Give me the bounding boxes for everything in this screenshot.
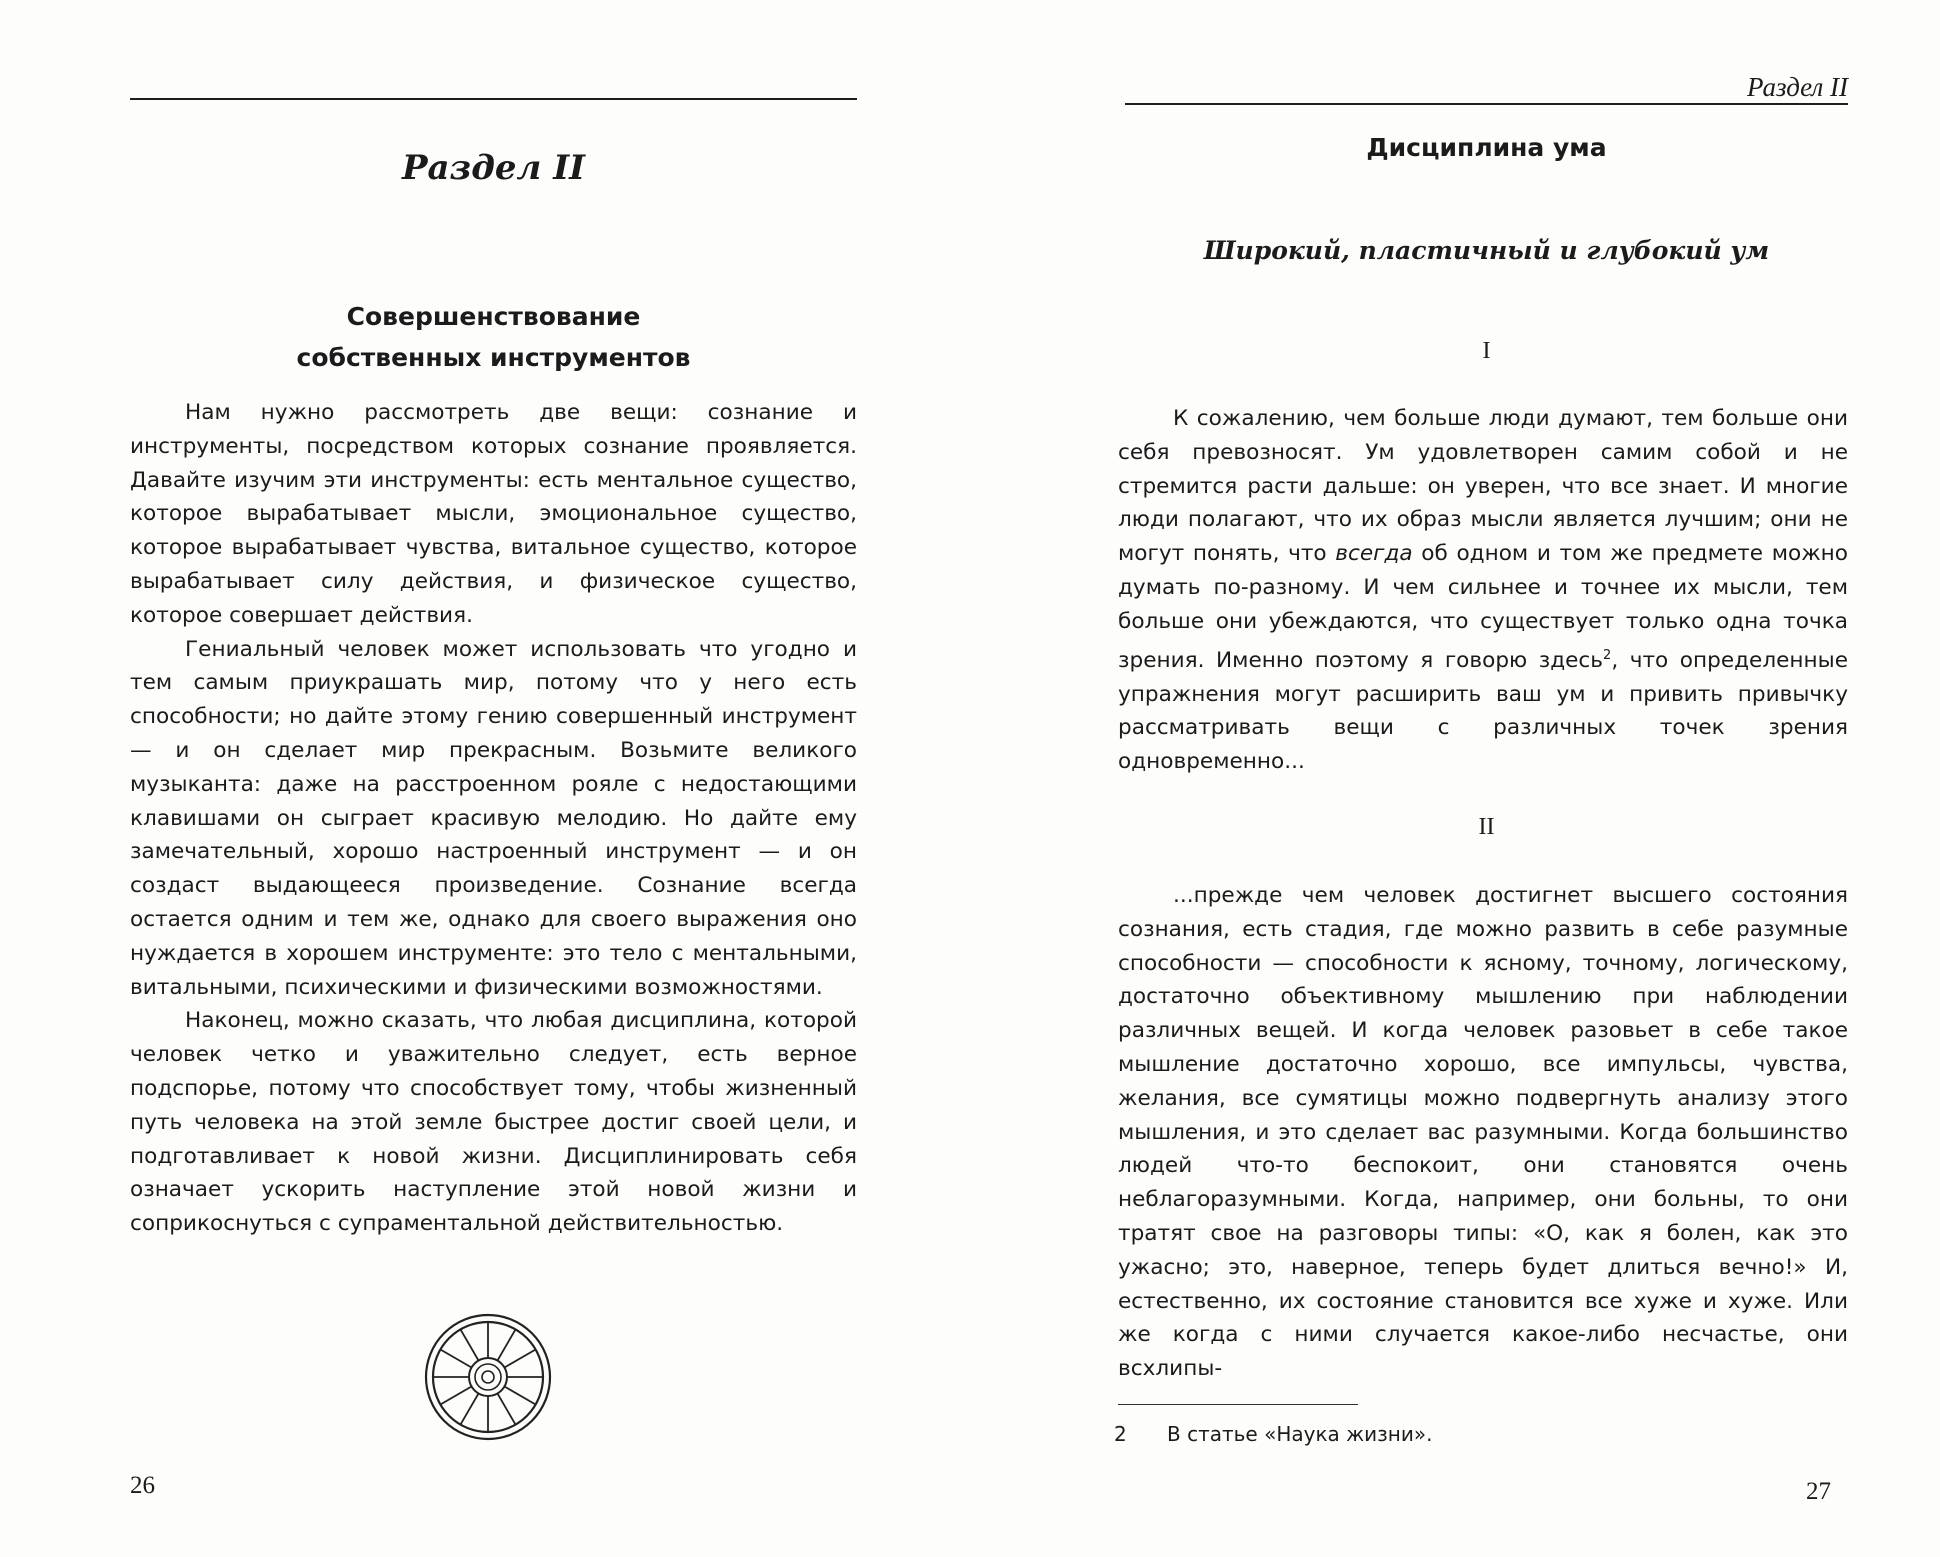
emphasis-text: всегда xyxy=(1335,541,1413,567)
footnote xyxy=(1114,1422,1432,1446)
running-head: Раздел II xyxy=(1747,72,1848,102)
section-title: Раздел II xyxy=(401,148,586,188)
header-rule xyxy=(130,98,857,100)
chapter-title-line: Совершенствование xyxy=(346,302,641,331)
header-rule xyxy=(1125,103,1848,105)
part-numeral: I xyxy=(1482,338,1491,364)
right-body-text xyxy=(1118,402,1848,779)
text-run: об одном и том же предмете можно думать по-разному. И чем сильнее и точнее их мысли, тем больше они убеждаются, что существует только одна точка зрения. Именно поэтому я говорю здесь xyxy=(1118,541,1848,673)
chapter-title-line: собственных инструментов xyxy=(296,343,691,372)
wheel-ornament-icon xyxy=(424,1313,552,1441)
footnote-reference[interactable]: 2 xyxy=(1603,647,1612,663)
text-run: , что определенные упражнения могут расширить ваш ум и привить привычку рассматривать вещи с различных точек зрения одновременно... xyxy=(1118,647,1848,775)
paragraph: Наконец, можно сказать, что любая дисциплина, которой человек четко и уважительно следует, есть верное подспорье, потому что способствует тому, чтобы жизненный путь человека на этой земле быстрее достиг своей цели, и подготавливает к новой жизни. Дисциплинировать себя означает ускорить наступление этой новой жизни и соприкоснуться с супраментальной действительностью. xyxy=(130,1008,857,1237)
left-body-text xyxy=(130,396,857,1241)
footnote-text: В статье «Наука жизни». xyxy=(1167,1422,1433,1446)
paragraph xyxy=(1118,402,1848,779)
subsection-title: Широкий, пластичный и глубокий ум xyxy=(1203,236,1770,265)
text-run: К сожалению, чем больше люди думают, тем больше они себя превозносят. Ум удовлетворен самим собой и не стремится расти дальше: он уверен, что все знает. И многие люди полагают, что их образ мысли является лучшим; они не могут понять, что xyxy=(1118,406,1848,567)
page-number: 27 xyxy=(1806,1478,1831,1505)
page-number: 26 xyxy=(130,1472,155,1499)
chapter-title xyxy=(130,296,857,378)
paragraph: ...прежде чем человек достигнет высшего состояния сознания, есть стадия, где можно развить в себе разумные способности — способности к ясному, точному, логическому, достаточно объективному мышлению при наблюдении различных вещей. И когда человек разовьет в себе такое мышление достаточно хорошо, все импульсы, чувства, желания, все сумятицы можно подвергнуть анализу этого мышления, и это сделает вас разумными. Когда большинство людей что-то беспокоит, они становятся очень неблагоразумными. Когда, например, они больны, то они тратят свое на разговоры типы: «О, как я болен, как это ужасно; это, наверное, теперь будет длиться вечно!» И, естественно, их состояние становится все хуже и хуже. Или же когда с ними случается какое-либо несчастье, они всхлипы- xyxy=(1118,883,1848,1382)
part-numeral: II xyxy=(1478,814,1495,840)
paragraph: Нам нужно рассмотреть две вещи: сознание и инструменты, посредством которых сознание проявляется. Давайте изучим эти инструменты: есть ментальное существо, которое вырабатывает мысли, эмоциональное существо, которое вырабатывает чувства, витальное существо, которое вырабатывает силу действия, и физическое существо, которое совершает действия. xyxy=(130,400,857,628)
footnote-number: 2 xyxy=(1114,1422,1127,1446)
footnote-rule xyxy=(1118,1404,1358,1405)
right-body-text xyxy=(1118,879,1848,1386)
chapter-title: Дисциплина ума xyxy=(1366,133,1607,162)
paragraph: Гениальный человек может использовать что угодно и тем самым приукрашать мир, потому что у него есть способности; но дайте этому гению совершенный инструмент — и он сделает мир прекрасным. Возьмите великого музыканта: даже на расстроенном рояле с недостающими клавишами он сыграет красивую мелодию. Но дайте ему замечательный, хорошо настроенный инструмент — и он создаст выдающееся произведение. Сознание всегда остается одним и тем же, однако для своего выражения оно нуждается в хорошем инструменте: это тело с ментальными, витальными, психическими и физическими возможностями. xyxy=(130,636,857,1000)
